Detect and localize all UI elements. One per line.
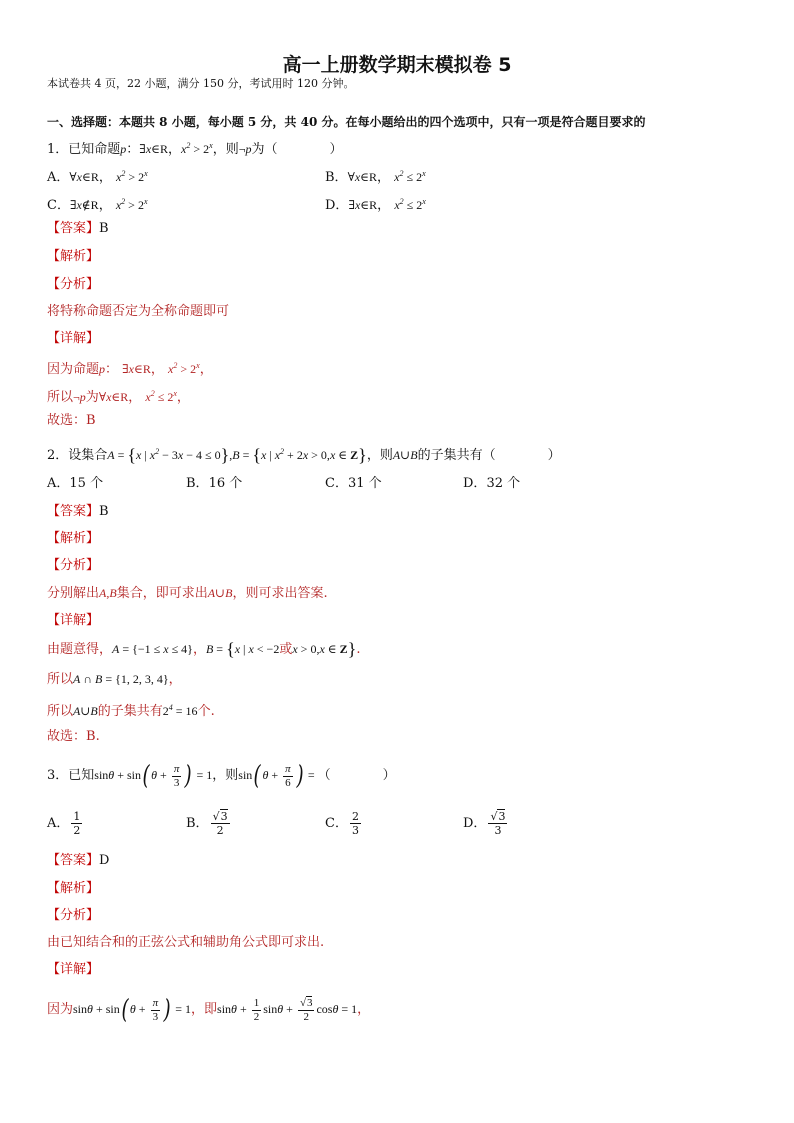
- q2-fenxi-label: 【分析】: [47, 558, 100, 573]
- q3-jiexi-label: 【解析】: [47, 881, 100, 896]
- q2-answer: 【答案】B: [47, 504, 109, 519]
- q1-option-d[interactable]: D．∃x∈R， $x^2 \le 2^x$: [325, 197, 426, 213]
- q3-option-b[interactable]: B． $\frac{√3}{2}$: [186, 810, 228, 837]
- q1-jiexi-label: 【解析】: [47, 249, 100, 264]
- q2-option-b[interactable]: B．16 个: [186, 476, 243, 491]
- q3-xiangjie-label: 【详解】: [47, 962, 100, 977]
- q2-option-a[interactable]: A．15 个: [47, 476, 104, 491]
- section-heading: 一、选择题：本题共 8 小题，每小题 5 分，共 40 分。在每小题给出的四个选项中，只有一项是符合题目要求的: [47, 115, 646, 129]
- q1-xiangjie-label: 【详解】: [47, 331, 100, 346]
- q2-analysis: 分别解出A,B集合，即可求出A∪B，则可求出答案.: [47, 586, 328, 601]
- q2-detail-2: 所以A ∩ B = {1, 2, 3, 4}，: [47, 672, 182, 687]
- q1-stem: 1．已知命题p：∃x∈R，$x^2 > 2^x$，则¬p为（ ）: [47, 141, 343, 157]
- q3-analysis: 由已知结合和的正弦公式和辅助角公式即可求出.: [47, 935, 325, 950]
- q1-answer: 【答案】B: [47, 221, 109, 236]
- q3-option-c[interactable]: C． $\frac{2}{3}$: [325, 810, 359, 837]
- q1-detail-2: 所以¬p为∀x∈R， $x^2 \le 2^x$，: [47, 389, 190, 405]
- q1-option-b[interactable]: B．∀x∈R， $x^2 \le 2^x$: [325, 169, 426, 185]
- q2-option-d[interactable]: D．32 个: [463, 476, 521, 491]
- page-title: 高一上册数学期末模拟卷 5: [282, 54, 512, 76]
- q1-option-c[interactable]: C．∃x∉R， $x^2 > 2^x$: [47, 197, 148, 213]
- q1-analysis: 将特称命题否定为全称命题即可: [47, 304, 230, 319]
- q2-xiangjie-label: 【详解】: [47, 613, 100, 628]
- q1-choice: 故选：B: [47, 413, 96, 428]
- q3-detail: 因为sinθ + sin( θ + $\frac{\pi}{3}$ ) = 1，即sinθ + $\frac{1}{2}$ sinθ + $\frac{√3}{2}$ cosθ = 1，: [47, 995, 371, 1026]
- exam-info: 本试卷共 4 页，22 小题，满分 150 分，考试用时 120 分钟。: [47, 77, 355, 90]
- q2-jiexi-label: 【解析】: [47, 531, 100, 546]
- q2-detail-1: 由题意得，A = {−1 ≤ x ≤ 4}，B = {x | x < −2或x > 0,x ∈ Z}.: [47, 639, 361, 659]
- q3-answer: 【答案】D: [47, 853, 110, 868]
- q2-stem: 2．设集合A = {x | $x^2 - 3x - 4 \le 0\},B = \{x$ | $x^2 + 2x > 0,x$ ∈ Z}，则A∪B的子集共有（ ）: [47, 445, 561, 465]
- q3-fenxi-label: 【分析】: [47, 908, 100, 923]
- q1-fenxi-label: 【分析】: [47, 277, 100, 292]
- q2-detail-3: 所以A∪B的子集共有$2^4 = 16$个.: [47, 703, 215, 719]
- q2-option-c[interactable]: C．31 个: [325, 476, 382, 491]
- q3-stem: 3．已知sinθ + sin( θ + $\frac{\pi}{3}$ ) = 1，则sin( θ + $\frac{\pi}{6}$ ) = （ ）: [47, 761, 396, 792]
- q1-option-a[interactable]: A．∀x∈R， $x^2 > 2^x$: [47, 169, 148, 185]
- q2-choice: 故选：B.: [47, 729, 100, 744]
- q1-detail-1: 因为命题p： ∃x∈R， $x^2 > 2^x$，: [47, 361, 213, 377]
- q3-option-a[interactable]: A． $\frac{1}{2}$: [47, 810, 81, 837]
- q3-option-d[interactable]: D． $\frac{√3}{3}$: [463, 810, 506, 837]
